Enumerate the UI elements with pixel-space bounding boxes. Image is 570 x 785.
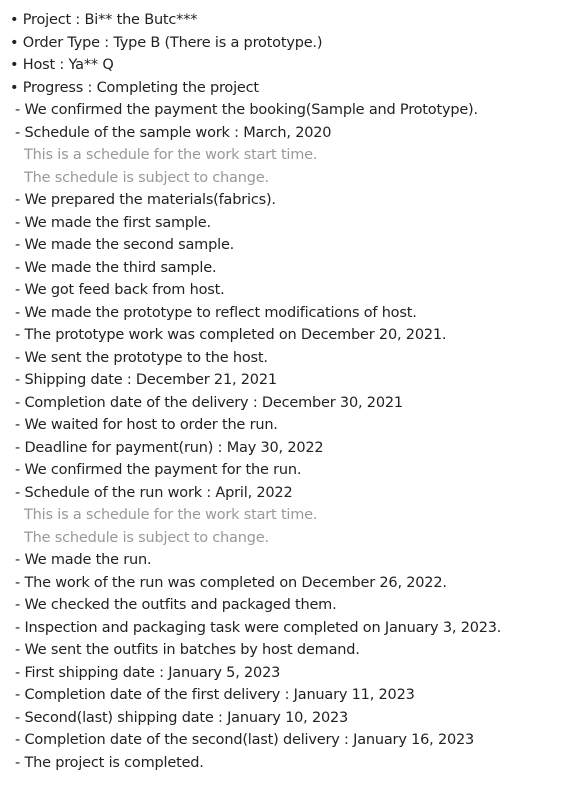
log-entry: - We made the first sample. [15,214,211,231]
log-entry: - We confirmed the payment for the run. [15,462,302,478]
log-entry: - We prepared the materials(fabrics). [15,192,276,208]
log-entry: - We sent the outfits in batches by host demand. [15,642,360,658]
log-entry-text: We made the third sample. [24,259,217,276]
schedule-note [0,504,570,527]
project-line: • Project : Bi** the Butc*** [10,12,198,28]
log-entry-text: This is a schedule for the work start time. [24,507,318,523]
log-entry: - Completion date of the second(last) delivery : January 16, 2023 [15,732,475,748]
log-entry: - First shipping date : January 5, 2023 [15,664,281,681]
log-entry-text: This is a schedule for the work start time. [24,147,318,163]
schedule-note [0,167,570,190]
log-entry-text: The project is completed. [24,754,204,771]
log-entry-text: We checked the outfits and packaged them. [24,597,337,613]
log-entry: - We made the prototype to reflect modifications of host. [15,304,417,321]
log-entry: - We confirmed the payment the booking(Sample and Prototype). [15,102,478,118]
log-entry-text: The prototype work was completed on December 20, 2021. [24,327,447,343]
log-entry-text: First shipping date : January 5, 2023 [24,664,281,681]
log-entry-text: Completion date of the second(last) delivery : January 16, 2023 [24,732,475,748]
log-entry: - We sent the prototype to the host. [15,349,268,366]
log-entry: - We got feed back from host. [15,282,225,298]
log-entry-text: We confirmed the payment the booking(Sample and Prototype). [24,102,478,118]
log-entry: - Inspection and packaging task were completed on January 3, 2023. [15,619,502,636]
progress-label: Progress [22,79,84,96]
log-entry-text: Completion date of the delivery : December 30, 2021 [24,394,403,411]
log-entry-text: We made the first sample. [24,214,211,231]
progress-line: • Progress : Completing the project [10,79,259,96]
schedule-note [0,527,570,550]
host-value: Ya** Q [68,57,114,73]
log-entry-text: We made the run. [24,552,152,568]
log-entry-text: The schedule is subject to change. [24,529,269,546]
log-entry: - We made the run. [15,552,152,568]
progress-value: Completing the project [96,79,259,96]
log-entry-text: We made the second sample. [24,237,235,253]
log-entry-text: We prepared the materials(fabrics). [24,192,276,208]
log-entry-text: We waited for host to order the run. [24,417,278,433]
progress-log [0,99,570,774]
log-entry: - Completion date of the delivery : December 30, 2021 [15,394,403,411]
log-entry: - We checked the outfits and packaged them. [15,597,337,613]
log-entry: - Deadline for payment(run) : May 30, 2022 [15,439,324,456]
log-entry: - Second(last) shipping date : January 10, 2023 [15,709,349,726]
project-info-list [0,9,570,99]
order-type-value: Type B (There is a prototype.) [113,34,323,51]
project-value: Bi** the Butc*** [84,12,198,28]
log-entry: - We waited for host to order the run. [15,417,278,433]
log-entry: - Schedule of the run work : April, 2022 [15,484,293,501]
order-type-label: Order Type [22,34,100,51]
log-entry: - Schedule of the sample work : March, 2020 [15,124,332,141]
log-entry-text: Shipping date : December 21, 2021 [24,372,277,388]
log-entry-text: Schedule of the sample work : March, 2020 [24,124,332,141]
log-entry-text: We made the prototype to reflect modifications of host. [24,304,417,321]
schedule-note [0,144,570,167]
log-entry-text: We confirmed the payment for the run. [24,462,302,478]
project-label: Project [22,12,71,28]
host-line: • Host : Ya** Q [10,57,114,73]
log-entry: - Shipping date : December 21, 2021 [15,372,277,388]
log-entry-text: Inspection and packaging task were completed on January 3, 2023. [24,619,502,636]
log-entry-text: The schedule is subject to change. [24,169,269,186]
host-label: Host [22,57,55,73]
log-entry: - We made the third sample. [15,259,217,276]
log-entry: - Completion date of the first delivery : January 11, 2023 [15,687,415,703]
order-type-line: • Order Type : Type B (There is a prototype.) [10,34,323,51]
log-entry: - The project is completed. [15,754,204,771]
log-entry-text: We sent the outfits in batches by host demand. [24,642,360,658]
log-entry-text: Schedule of the run work : April, 2022 [24,484,293,501]
log-entry-text: We sent the prototype to the host. [24,349,268,366]
log-entry: - The prototype work was completed on December 20, 2021. [15,327,447,343]
log-entry-text: The work of the run was completed on December 26, 2022. [24,574,447,591]
log-entry-text: Second(last) shipping date : January 10, 2023 [24,709,349,726]
log-entry-text: We got feed back from host. [24,282,225,298]
log-entry-text: Deadline for payment(run) : May 30, 2022 [24,439,324,456]
log-entry: - We made the second sample. [15,237,235,253]
log-entry: - The work of the run was completed on December 26, 2022. [15,574,447,591]
log-entry-text: Completion date of the first delivery : January 11, 2023 [24,687,415,703]
